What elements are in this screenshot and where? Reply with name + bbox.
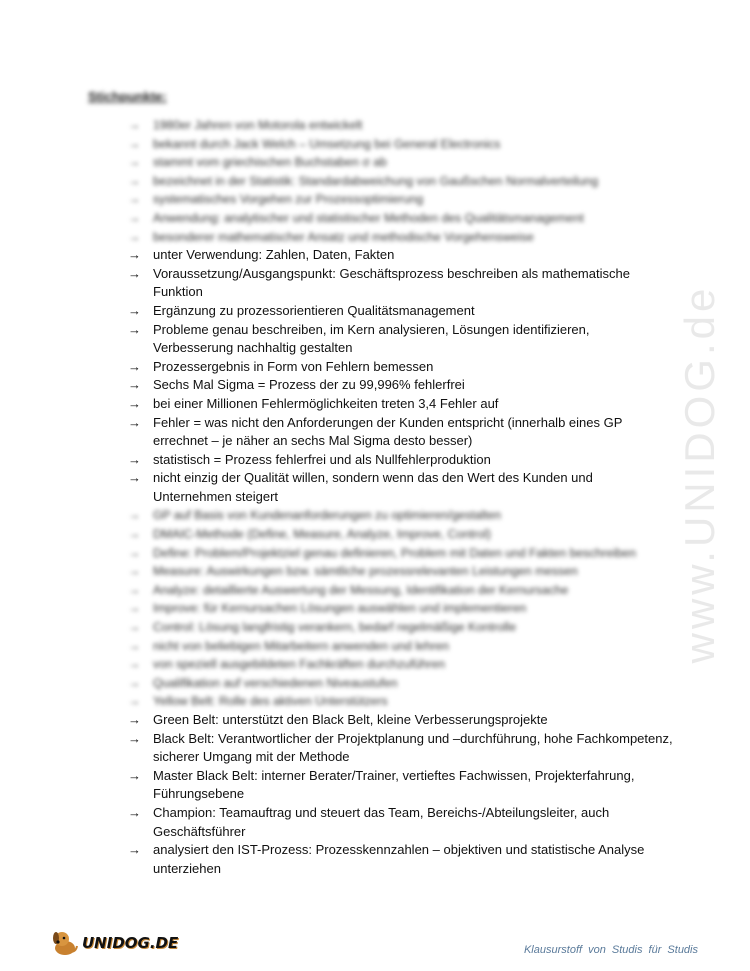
- arrow-icon: →: [128, 377, 141, 393]
- footer-slogan: Klausurstoff von Studis für Studis: [523, 944, 698, 956]
- bullet-text: Ergänzung zu prozessorientieren Qualitätsmanagement: [153, 302, 475, 318]
- arrow-icon: →: [128, 527, 141, 542]
- bullet-item: [128, 692, 673, 711]
- arrow-icon: →: [128, 657, 141, 672]
- bullet-text: Champion: Teamauftrag und steuert das Team, Bereichs-/Abteilungsleiter, auch Geschäftsführer: [153, 804, 610, 839]
- bullet-item: [128, 228, 673, 247]
- arrow-icon: →: [128, 564, 141, 579]
- bullet-text: Improve: für Kernursachen Lösungen auswählen und implementieren: [153, 601, 527, 616]
- arrow-icon: →: [128, 767, 141, 783]
- arrow-icon: →: [128, 414, 141, 430]
- bullet-text: Voraussetzung/Ausgangspunkt: Geschäftsprozess beschreiben als mathematische Funktion: [153, 265, 630, 300]
- bullet-item: [128, 637, 673, 656]
- bullet-item: [128, 730, 673, 767]
- bullet-text: Master Black Belt: interner Berater/Trainer, vertieftes Fachwissen, Projekterfahrung, Führungsebene: [153, 767, 635, 802]
- arrow-icon: →: [128, 730, 141, 746]
- bullet-text: Anwendung: analytischer und statistischer Methoden des Qualitätsmanagement: [153, 210, 584, 225]
- bullet-text: Prozessergebnis in Form von Fehlern bemessen: [153, 358, 434, 374]
- bullet-item: [128, 599, 673, 618]
- bullet-item: [128, 172, 673, 191]
- arrow-icon: →: [128, 358, 141, 374]
- bullet-list: [128, 116, 673, 878]
- bullet-text: Black Belt: Verantwortlicher der Projektplanung und –durchführung, hohe Fachkompetenz, sicherer Umgang mit der Methode: [153, 730, 673, 765]
- bullet-text: systematisches Vorgehen zur Prozessoptimierung: [153, 192, 424, 207]
- watermark: www.UNIDOG.de: [676, 284, 723, 664]
- bullet-text: besonderer mathematischer Ansatz und methodische Vorgehensweise: [153, 229, 534, 244]
- bullet-text: analysiert den IST-Prozess: Prozesskennzahlen – objektiven und statistische Analyse unterziehen: [153, 842, 645, 876]
- bullet-item: [128, 451, 673, 470]
- arrow-icon: →: [128, 582, 141, 597]
- bullet-text: Probleme genau beschreiben, im Kern analysieren, Lösungen identifizieren, Verbesserung nachhaltig gestalten: [153, 321, 590, 356]
- bullet-text: von speziell ausgebildeten Fachkräften durchzuführen: [153, 657, 446, 672]
- bullet-item: [128, 469, 673, 506]
- arrow-icon: →: [128, 395, 141, 411]
- bullet-text: DMAIC-Methode (Define, Measure, Analyze, Improve, Control): [153, 527, 491, 542]
- bullet-item: [128, 544, 673, 563]
- arrow-icon: →: [128, 265, 141, 281]
- bullet-text: Qualifikation auf verschiedenen Niveaustufen: [153, 675, 398, 690]
- bullet-text: bei einer Millionen Fehlermöglichkeiten treten 3,4 Fehler auf: [153, 395, 499, 411]
- arrow-icon: →: [128, 508, 141, 523]
- arrow-icon: →: [128, 601, 141, 616]
- arrow-icon: →: [128, 118, 141, 132]
- bullet-text: bezeichnet in der Statistik: Standardabweichung von Gaußschen Normalverteilung: [153, 173, 599, 188]
- bullet-item: [128, 767, 673, 804]
- bullet-text: Define: Problem/Projektziel genau definieren, Problem mit Daten und Fakten beschreiben: [153, 545, 637, 560]
- arrow-icon: →: [128, 470, 141, 486]
- bullet-item: [128, 506, 673, 525]
- arrow-icon: →: [128, 155, 141, 170]
- bullet-text: Fehler = was nicht den Anforderungen der Kunden entspricht (innerhalb eines GP errechnet – je näher an sechs Mal Sigma desto besser): [153, 414, 623, 449]
- bullet-text: Green Belt: unterstützt den Black Belt, kleine Verbesserungsprojekte: [153, 712, 548, 727]
- bullet-item: [128, 674, 673, 693]
- bullet-item: [128, 655, 673, 674]
- bullet-text: unter Verwendung: Zahlen, Daten, Fakten: [153, 247, 395, 263]
- bullet-text: GP auf Basis von Kundenanforderungen zu optimieren/gestalten: [153, 508, 502, 523]
- bullet-text: Sechs Mal Sigma = Prozess der zu 99,996% fehlerfrei: [153, 377, 465, 393]
- bullet-item: [128, 562, 673, 581]
- bullet-text: bekannt durch Jack Welch – Umsetzung bei General Electronics: [153, 136, 501, 151]
- bullet-item: [128, 190, 673, 209]
- arrow-icon: →: [128, 136, 141, 151]
- arrow-icon: →: [128, 545, 141, 560]
- bullet-item: [128, 209, 673, 228]
- arrow-icon: →: [128, 804, 141, 820]
- bullet-item: [128, 135, 673, 154]
- bullet-text: Control: Lösung langfristig verankern, bedarf regelmäßige Kontrolle: [153, 620, 517, 635]
- arrow-icon: →: [128, 302, 141, 318]
- arrow-icon: →: [128, 675, 141, 690]
- bullet-item: [128, 841, 673, 878]
- bullet-item: [128, 116, 673, 135]
- arrow-icon: →: [128, 192, 141, 207]
- bullet-item: [128, 711, 673, 730]
- bullet-item: [128, 414, 673, 451]
- arrow-icon: →: [128, 712, 141, 727]
- arrow-icon: →: [128, 247, 141, 263]
- bullet-item: [128, 581, 673, 600]
- logo: [50, 928, 178, 958]
- bullet-item: [128, 265, 673, 302]
- logo-text: UNIDOG.DE: [82, 934, 179, 952]
- dog-mascot-icon: [50, 928, 80, 958]
- bullet-item: [128, 376, 673, 395]
- bullet-item: [128, 246, 673, 265]
- arrow-icon: →: [128, 694, 141, 709]
- bullet-item: [128, 321, 673, 358]
- arrow-icon: →: [128, 321, 141, 337]
- bullet-item: [128, 153, 673, 172]
- bullet-text: Analyze: detaillierte Auswertung der Messung, Identifikation der Kernursache: [153, 582, 569, 597]
- bullet-item: [128, 302, 673, 321]
- bullet-text: stammt vom griechischen Buchstaben σ ab: [153, 155, 387, 170]
- arrow-icon: →: [128, 842, 141, 858]
- bullet-text: Measure: Auswirkungen bzw. sämtliche prozessrelevanten Leistungen messen: [153, 564, 578, 579]
- arrow-icon: →: [128, 229, 141, 244]
- bullet-item: [128, 618, 673, 637]
- bullet-item: [128, 395, 673, 414]
- arrow-icon: →: [128, 620, 141, 635]
- arrow-icon: →: [128, 451, 141, 467]
- arrow-icon: →: [128, 210, 141, 225]
- bullet-item: [128, 358, 673, 377]
- bullet-text: 1980er Jahren von Motorola entwickelt: [153, 118, 363, 132]
- section-heading: Stichpunkte:: [88, 89, 167, 104]
- bullet-item: [128, 804, 673, 841]
- arrow-icon: →: [128, 173, 141, 188]
- arrow-icon: →: [128, 638, 141, 653]
- bullet-text: nicht einzig der Qualität willen, sondern wenn das den Wert des Kunden und Unternehmen steigert: [153, 470, 593, 504]
- bullet-text: statistisch = Prozess fehlerfrei und als Nullfehlerproduktion: [153, 451, 491, 467]
- bullet-text: Yellow Belt: Rolle des aktiven Unterstützers: [153, 694, 388, 709]
- bullet-item: [128, 525, 673, 544]
- bullet-text: nicht von beliebigen Mitarbeitern anwenden und lehren: [153, 638, 450, 653]
